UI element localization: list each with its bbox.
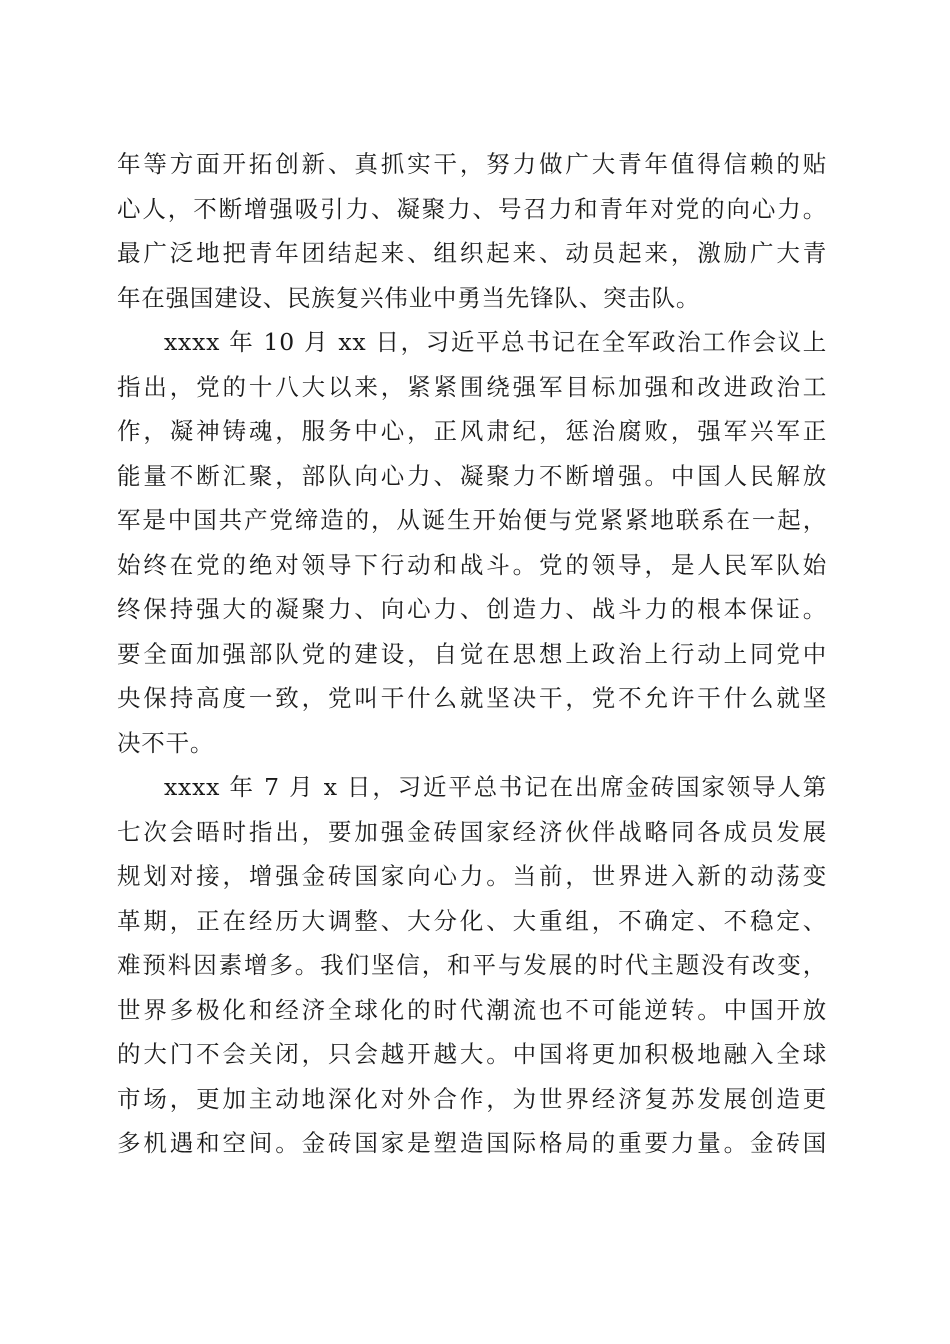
text-line: 央保持高度一致，党叫干什么就坚决干，党不允许干什么就坚 <box>117 684 827 712</box>
text-line: 市场，更加主动地深化对外合作，为世界经济复苏发展创造更 <box>117 1084 827 1113</box>
text-line: 终保持强大的凝聚力、向心力、创造力、战斗力的根本保证。 <box>117 595 827 623</box>
text-line: 心人，不断增强吸引力、凝聚力、号召力和青年对党的向心力。 <box>117 194 827 223</box>
text-line: 要全面加强部队党的建设，自觉在思想上政治上行动上同党中 <box>117 639 827 668</box>
text-line: 年等方面开拓创新、真抓实干，努力做广大青年值得信赖的贴 <box>117 150 827 178</box>
text-line: 军是中国共产党缔造的，从诞生开始便与党紧紧地联系在一起， <box>117 506 827 534</box>
text-line: 世界多极化和经济全球化的时代潮流也不可能逆转。中国开放 <box>117 995 827 1024</box>
document-body <box>117 142 827 1166</box>
paragraph-military <box>117 320 827 765</box>
text-line: 革期，正在经历大调整、大分化、大重组，不确定、不稳定、 <box>117 906 827 935</box>
text-line: 作，凝神铸魂，服务中心，正风肃纪，惩治腐败，强军兴军正 <box>117 417 827 445</box>
text-line: 始终在党的绝对领导下行动和战斗。党的领导，是人民军队始 <box>117 550 827 579</box>
paragraph-youth <box>117 142 827 320</box>
text-line: 多机遇和空间。金砖国家是塑造国际格局的重要力量。金砖国 <box>117 1129 827 1157</box>
text-line: 决不干。 <box>117 728 215 757</box>
text-line: 年在强国建设、民族复兴伟业中勇当先锋队、突击队。 <box>117 283 701 312</box>
text-line: 的大门不会关闭，只会越开越大。中国将更加积极地融入全球 <box>117 1040 827 1068</box>
text-line: 能量不断汇聚，部队向心力、凝聚力不断增强。中国人民解放 <box>117 461 827 490</box>
text-line: 指出，党的十八大以来，紧紧围绕强军目标加强和改进政治工 <box>117 372 827 401</box>
paragraph-brics <box>117 765 827 1166</box>
text-line-indented: xxxx 年 10 月 xx 日，习近平总书记在全军政治工作会议上 <box>164 328 827 356</box>
text-line: 最广泛地把青年团结起来、组织起来、动员起来，激励广大青 <box>117 239 827 267</box>
text-line: 七次会晤时指出，要加强金砖国家经济伙伴战略同各成员发展 <box>117 817 827 846</box>
text-line: 难预料因素增多。我们坚信，和平与发展的时代主题没有改变， <box>117 951 827 979</box>
text-line-indented: xxxx 年 7 月 x 日，习近平总书记在出席金砖国家领导人第 <box>164 773 827 801</box>
text-line: 规划对接，增强金砖国家向心力。当前，世界进入新的动荡变 <box>117 862 827 890</box>
